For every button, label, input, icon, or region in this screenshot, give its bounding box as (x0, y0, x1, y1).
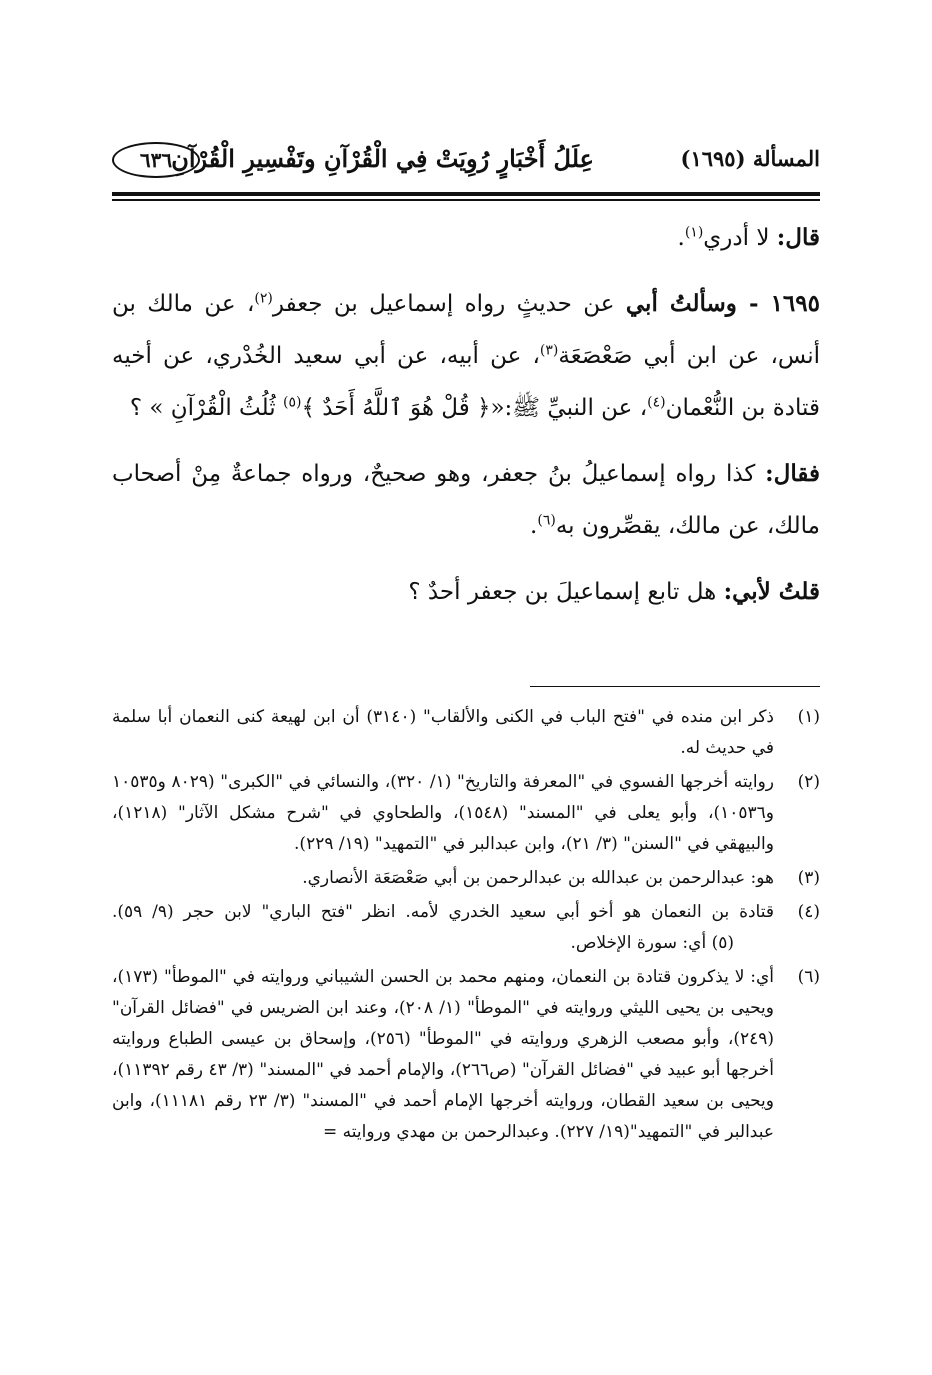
p2-text-a: عن حديثٍ رواه إسماعيل بن جعفر (272, 291, 626, 317)
p2-text-b: ، عن مالك بن أنس، عن ابن أبي صَعْصَعَة (112, 291, 820, 369)
footnote-text: روايته أخرجها الفسوي في "المعرفة والتاريخ" (١/ ٣٢٠)، والنسائي في "الكبرى" (٨٠٢٩ و١٠٥٣٥ و١٠٥٣٦)، وأبو يعلى في "المسند" (١٥٤٨)، والطحاوي في "شرح مشكل الآثار" (١٢١٨)، والبيهقي في "السنن" (٣/ ٢١)، وابن عبدالبر في "التمهيد" (١٩/ ٢٢٩). (112, 772, 774, 854)
p2-text-d: ، عن النبيِّ ﷺ:«﴿ قُلْ هُوَ ٱللَّهُ أَحَدٌ ﴾ (301, 395, 648, 421)
page-number: ٦٣٦ (112, 142, 200, 178)
footnote-6 (112, 962, 820, 1148)
p2-lead: ١٦٩٥ - وسألتُ أبي (625, 290, 820, 317)
main-text (112, 212, 820, 632)
footnote-1 (112, 702, 820, 764)
paragraph-3 (112, 448, 820, 552)
footnote-ref-2[interactable]: (٢) (254, 290, 273, 307)
footnote-number: (٢) (797, 772, 820, 792)
p4-lead: قلتُ لأبي: (723, 578, 820, 605)
paragraph-4 (112, 566, 820, 618)
footnote-number: (٤) (797, 902, 820, 922)
p1-text: لا أدري (703, 225, 777, 251)
header-rule-thin (112, 199, 820, 201)
footnote-separator (530, 686, 820, 687)
footnote-ref-3[interactable]: (٣) (539, 342, 559, 359)
footnote-ref-4[interactable]: (٤) (647, 394, 666, 411)
book-title: عِلَلُ أَخْبَارٍ رُوِيَتْ فِي الْقُرْآنِ وتَفْسِيرِ الْقُرْآنِ (171, 144, 594, 173)
footnote-ref-6[interactable]: (٦) (537, 512, 556, 529)
footnote-text: أي: لا يذكرون قتادة بن النعمان، ومنهم محمد بن الحسن الشيباني وروايته في "الموطأ" (١٧٣)، ويحيى بن يحيى الليثي وروايته في "الموطأ" (١/ ٢٠٨)، وعند ابن الضريس في "فضائل القرآن" (٢٤٩)، وأبو مصعب الزهري وروايته في "الموطأ" (٢٥٦)، وإسحاق بن عيسى الطباع وروايته أخرجها أبو عبيد في "فضائل القرآن" (ص٢٦٦)، والإمام أحمد في "المسند" (٣/ ٤٣ رقم ١١٣٩٢)، ويحيى بن سعيد القطان، وروايته أخرجها الإمام أحمد في "المسند" (٣/ ٢٣ رقم ١١١٨١)، وابن عبدالبر في "التمهيد"(١٩/ ٢٢٧). وعبدالرحمن بن مهدي وروايته = (112, 967, 775, 1142)
footnote-ref-5[interactable]: (٥) (282, 394, 302, 411)
p3-end: . (530, 513, 538, 539)
footnote-2 (112, 767, 820, 860)
footnote-text: ذكر ابن منده في "فتح الباب في الكنى والألقاب" (٣١٤٠) أن ابن لهيعة كنى النعمان أبا سلمة في حديث له. (112, 707, 774, 758)
issue-number: المسألة (١٦٩٥) (680, 146, 820, 171)
p1-end: . (677, 225, 685, 251)
footnote-3 (112, 863, 820, 894)
footnote-5-number: (٥) (711, 933, 734, 953)
footnote-ref-1[interactable]: (١) (684, 224, 704, 241)
paragraph-1 (112, 212, 820, 264)
p2-text-e: ثُلُثُ الْقُرْآنِ » ؟ (129, 395, 283, 421)
footnote-number: (٣) (797, 868, 820, 888)
footnote-text: قتادة بن النعمان هو أخو أبي سعيد الخدري لأمه. انظر "فتح الباري" لابن حجر (٩/ ٥٩). (112, 902, 774, 922)
footnote-text: هو: عبدالرحمن بن عبدالله بن عبدالرحمن بن أبي صَعْصَعَة الأنصاري. (302, 868, 774, 888)
paragraph-2 (112, 278, 820, 434)
p1-lead: قال: (776, 224, 820, 251)
p4-text: هل تابع إسماعيلَ بن جعفر أحدٌ ؟ (408, 579, 724, 605)
footnote-number: (١) (797, 707, 820, 727)
footnote-number: (٦) (797, 967, 820, 987)
p2-text-c: ، عن أبيه، عن أبي سعيد الخُدْري، عن أخيه قتادة بن النُّعْمان (112, 343, 820, 421)
p3-text: كذا رواه إسماعيلُ بنُ جعفر، وهو صحيحٌ، ورواه جماعةٌ مِنْ أصحاب مالك، عن مالك، يقصِّرون به (112, 461, 820, 539)
footnotes (112, 702, 820, 1151)
p3-lead: فقال: (765, 460, 820, 487)
page-header (112, 140, 820, 188)
page (112, 140, 820, 1142)
header-rule-thick (112, 192, 820, 196)
footnote-5-text: أي: سورة الإخلاص. (570, 933, 707, 953)
footnote-4 (112, 897, 820, 959)
